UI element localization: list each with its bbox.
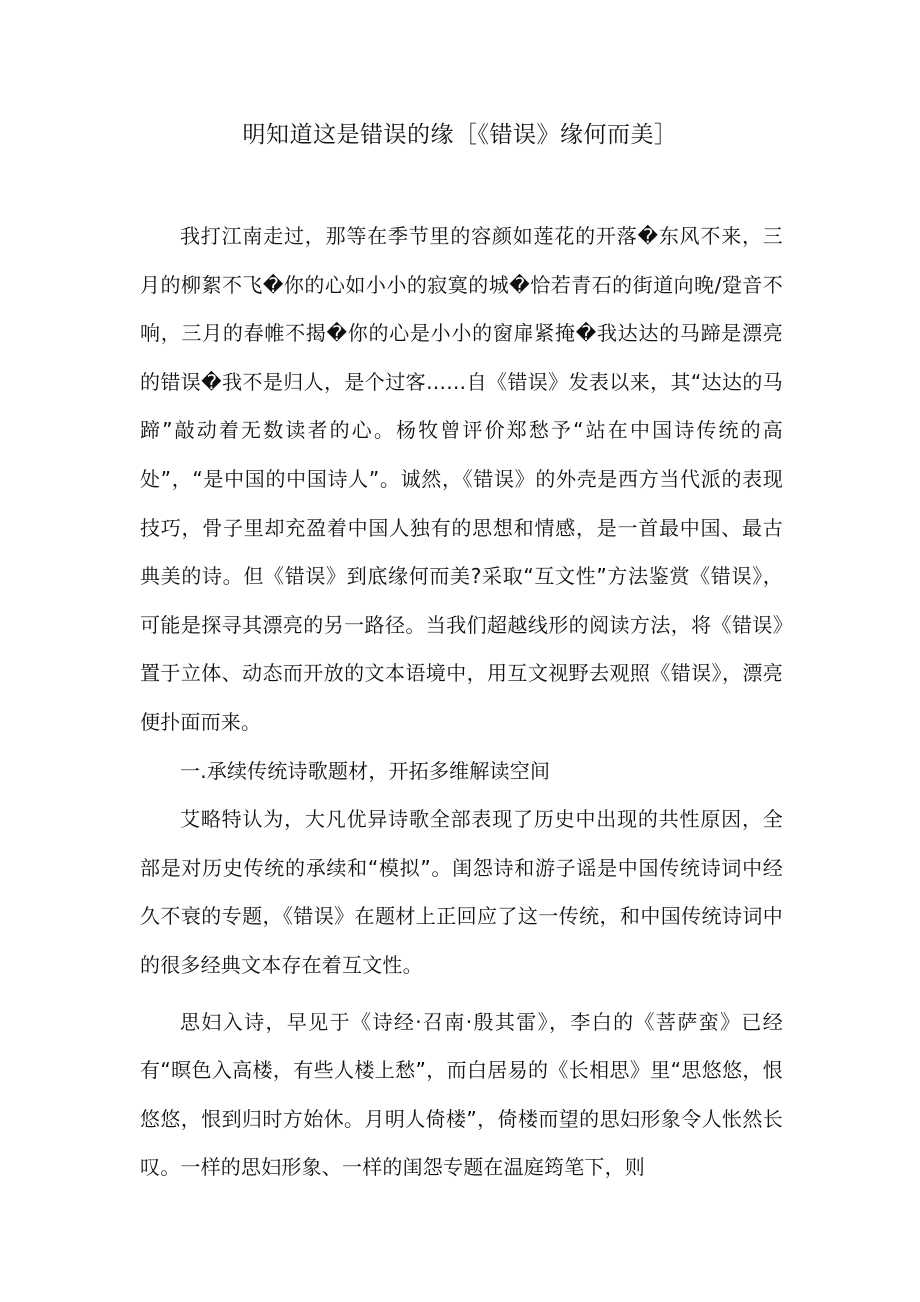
- paragraph-intro: 我打江南走过，那等在季节里的容颜如莲花的开落�东风不来，三月的柳絮不飞�你的心如小小的寂寞的城�恰若青石的街道向晚/跫音不响，三月的春帷不揭�你的心是小小的窗扉紧掩�我达达的马蹄是漂亮的错误�我不是归人，是个过客……自《错误》发表以来，其“达达的马蹄”敲动着无数读者的心。杨牧曾评价郑愁予“站在中国诗传统的高处”，“是中国的中国诗人”。诚然，《错误》的外壳是西方当代派的表现技巧，骨子里却充盈着中国人独有的思想和情感，是一首最中国、最古典美的诗。但《错误》到底缘何而美?采取“互文性”方法鉴赏《错误》，可能是探寻其漂亮的另一路径。当我们超越线形的阅读方法，将《错误》置于立体、动态而开放的文本语境中，用互文视野去观照《错误》，漂亮便扑面而来。: [140, 224, 783, 734]
- document-title: 明知道这是错误的缘［《错误》缘何而美］: [242, 122, 678, 148]
- paragraph-sifu: 思妇入诗，早见于《诗经·召南·殷其雷》，李白的《菩萨蛮》已经有“暝色入高楼，有些人楼上愁”，而白居易的《长相思》里“思悠悠，恨悠悠，恨到归时方始休。月明人倚楼”，倚楼而望的思妇形象令人怅然长叹。一样的思妇形象、一样的闺怨专题在温庭筠笔下，则: [140, 1009, 783, 1180]
- section-heading: 一.承续传统诗歌题材，开拓多维解读空间: [180, 758, 551, 783]
- document-body: [140, 212, 783, 1192]
- paragraph-eliot: 艾略特认为，大凡优异诗歌全部表现了历史中出现的共性原因，全部是对历史传统的承续和“模拟”。闺怨诗和游子谣是中国传统诗词中经久不衰的专题，《错误》在题材上正回应了这一传统，和中国传统诗词中的很多经典文本存在着互文性。: [140, 807, 783, 977]
